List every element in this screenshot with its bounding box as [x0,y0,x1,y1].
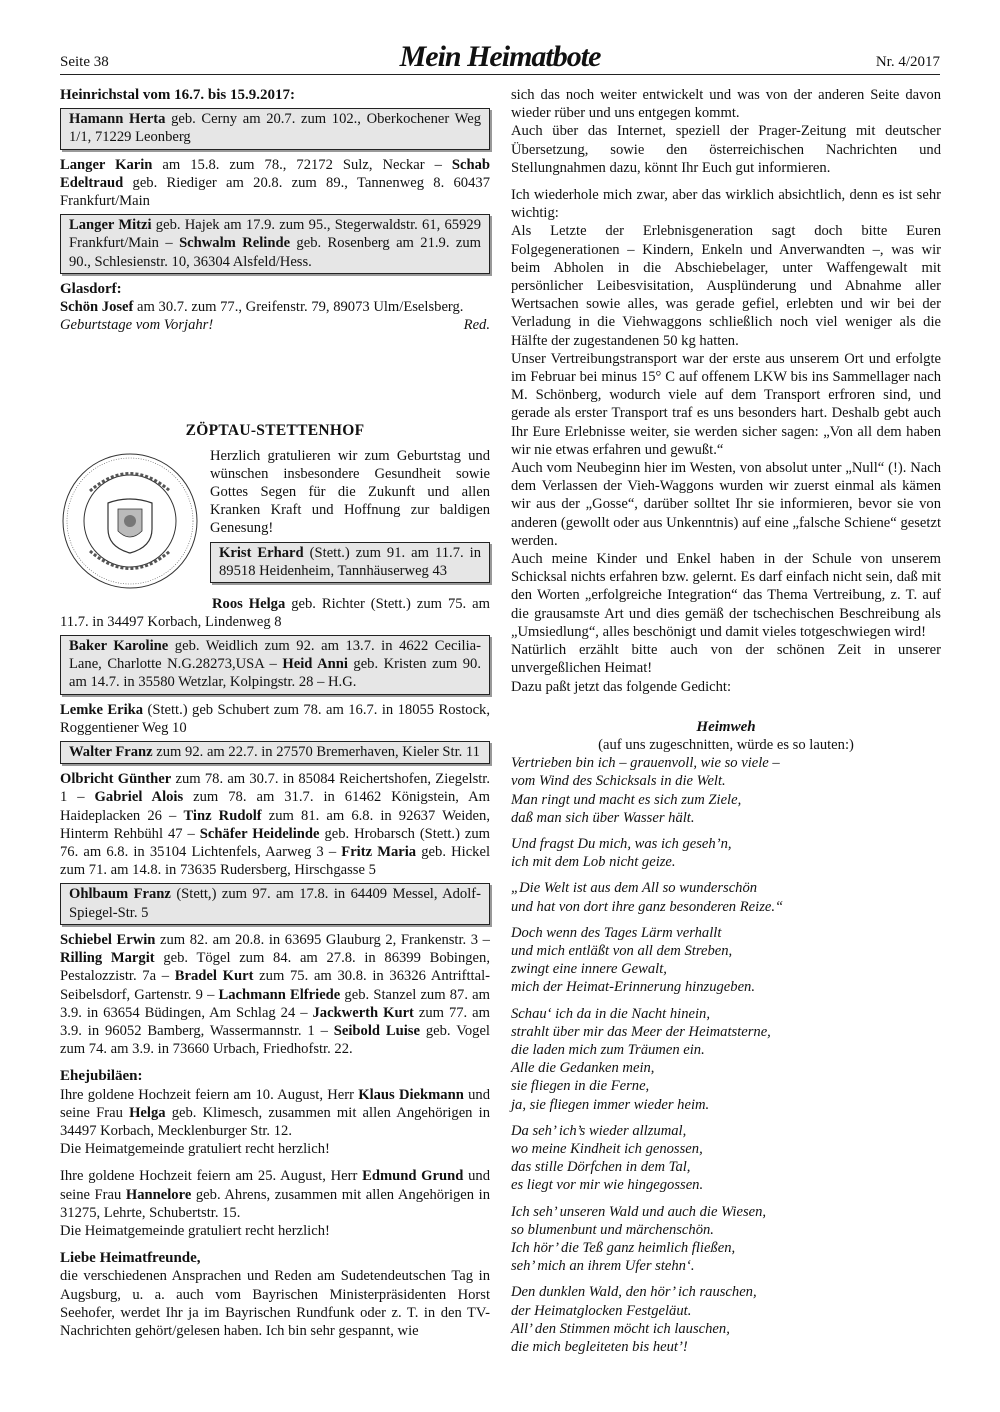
poem-title: Heimweh [696,718,756,735]
congrats-text: Die Heimatgemeinde gratuliert recht herzlich! [60,1141,330,1158]
anniversary-entry: Ihre goldene Hochzeit feiern am 10. August, Herr Klaus Diekmann und seine Frau Helga geb. Klimesch, zusammen mit allen Angehörigen in 34497 Korbach, Mecklenburger Str. 12. [60,1086,490,1139]
poem-line: die laden mich zum Träumen ein. [511,1041,705,1058]
article-paragraph: Als Letzte der Erlebnisgeneration sagt doch bitte Euren Folgegenerationen – Kindern, Enkeln und Anverwandten –, was wir beim Abholen in die Abschiebelager, unter Waffengewalt mit persönlicher Leibesvisitation, Ausplünderung und Abnahme aller Wertsachen sowie alles, was gerade gefiel, erlebten und wir bei der Verladung in die Viehwaggons schließlich noch viel weniger als die Hälfte der zugestandenen 50 kg hatten. [511,223,941,349]
poem-stanza [511,1005,941,1114]
birthday-box: Baker Karoline geb. Weidlich zum 92. am 13.7. in 4622 Cecilia-Lane, Charlotte N.G.28273,USA – Heid Anni geb. Kristen zum 90. am 14.7. in 35580 Wetzlar, Kolpingstr. 28 – H.G. [60,635,490,695]
poem-line: mich der Heimat-Erinnerung hinzugeben. [511,979,755,996]
editor-note: Geburtstage vom Vorjahr! Red. [60,317,490,334]
poem-stanza [511,1283,941,1356]
poem-line: die mich begleiteten bis heut’! [511,1339,688,1355]
poem-line: Den dunklen Wald, den hör’ ich rauschen, [511,1284,757,1301]
birthday-entry: Schön Josef am 30.7. zum 77., Greifenstr. 79, 89073 Ulm/Eselsberg. [60,299,464,316]
poem-line: das stille Dörfchen in dem Tal, [511,1159,691,1176]
municipal-seal-icon [60,451,200,591]
birthday-entry: Lemke Erika (Stett.) geb Schubert zum 78. am 16.7. in 18055 Rostock, Roggentiener Weg 10 [60,701,490,736]
article-paragraph: Natürlich erzählt bitte auch von der schönen Zeit in unserer unvergeßlichen Heimat! [511,642,941,677]
masthead: Mein Heimatbote [399,40,601,73]
birthday-box: Krist Erhard (Stett.) zum 91. am 11.7. in 89518 Heidenheim, Tannhäuserweg 43 [210,542,490,583]
poem-line: und mich entläßt von all dem Streben, [511,942,733,959]
article-paragraph: Auch vom Neubeginn hier im Westen, von absolut unter „Null“ (!). Nach dem Verlassen der Vieh-Waggons wurden wir zuerst einmal als kämen wir aus der „Gosse“, darüber solltet Ihr sie informieren, bevor sie von anderen (gewollt oder aus Unkenntnis) auf eine „falsche Schiene“ gesetzt werden. [511,460,941,549]
poem-line: Man ringt und macht es sich zum Ziele, [511,791,742,808]
anniversary-entry: Ihre goldene Hochzeit feiern am 25. August, Herr Edmund Grund und seine Frau Hannelore geb. Ahrens, zusammen mit allen Angehörigen in 31275, Lehrte, Schubertstr. 15. [60,1168,490,1221]
poem-line: es liegt vor mir wie hingegossen. [511,1177,704,1194]
poem-stanza [511,754,941,827]
poem-line: seh’ mich an ihrem Ufer stehn‘. [511,1258,695,1275]
poem-line: der Heimatglocken Festgeläut. [511,1302,692,1319]
poem-line: Schau‘ ich da in die Nacht hinein, [511,1005,711,1022]
poem-line: „Die Welt ist aus dem All so wunderschön [511,880,758,897]
section-title: ZÖPTAU-STETTENHOF [185,422,365,440]
issue-number: Nr. 4/2017 [875,54,940,70]
poem-line: ich mit dem Lob nicht geize. [511,854,676,871]
poem [511,754,941,1356]
poem-line: so blumenbunt und märchenschön. [511,1221,714,1238]
greeting-text: Herzlich gratulieren wir zum Geburtstag und wünschen insbesondere Gesundheit sowie Gottes Segen für die Zukunft und allen Kranken Kraft und Hoffnung zur baldigen Genesung! [210,447,490,537]
poem-stanza [511,1203,941,1276]
birthday-box: Ohlbaum Franz (Stett,) zum 97. am 17.8. in 64409 Messel, Adolf-Spiegel-Str. 5 [60,883,490,924]
birthday-box: Walter Franz zum 92. am 22.7. in 27570 Bremerhaven, Kieler Str. 11 [60,741,490,764]
congrats-text: Die Heimatgemeinde gratuliert recht herzlich! [60,1222,330,1239]
poem-line: All’ den Stimmen möcht ich lauschen, [511,1320,730,1337]
poem-line: Vertrieben bin ich – grauenvoll, wie so viele – [511,755,780,772]
article-paragraph: sich das noch weiter entwickelt und was von der anderen Seite davon wieder rüber und uns entgegen kommt. [511,87,941,122]
glasdorf-heading: Glasdorf: [60,280,122,297]
poem-line: vom Wind des Schicksals in die Welt. [511,773,726,790]
letter-text: die verschiedenen Ansprachen und Reden am Sudetendeutschen Tag in Augsburg, u. a. auch vom Bayrischen Ministerpräsidenten Horst Seehofer, werdet Ihr ja im Bayrischen Rundfunk oder z. T. in den TV-Nachrichten gehört/gelesen haben. Ich bin sehr gespannt, wie [60,1268,490,1339]
poem-line: Ich hör’ die Teß ganz heimlich fließen, [511,1239,736,1256]
poem-line: Ich seh’ unseren Wald und auch die Wiesen, [511,1203,767,1220]
poem-line: daß man sich über Wasser hält. [511,809,695,826]
article-paragraph: Auch über das Internet, speziell der Prager-Zeitung mit deutscher Übersetzung, sowie den österreichischen Nachrichten und Stellungnahmen dazu, könnt Ihr Euch gut informieren. [511,123,941,176]
poem-line: zwingt eine innere Gewalt, [511,961,667,978]
poem-line: ja, sie fliegen immer wieder heim. [511,1096,710,1113]
birthday-entry: Roos Helga geb. Richter (Stett.) zum 75. am 11.7. in 34497 Korbach, Lindenweg 8 [60,595,490,630]
poem-line: Da seh’ ich’s wieder allzumal, [511,1122,687,1139]
poem-line: Alle die Gedanken mein, [511,1060,655,1077]
article-paragraph: Dazu paßt jetzt das folgende Gedicht: [511,678,732,695]
poem-stanza [511,1122,941,1195]
article-paragraph: Auch meine Kinder und Enkel haben in der Schule von unserem Schicksal nichts erfahren bzw. gelernt. Es darf einfach nicht sein, daß mit den Worten „erfolgreiche Integration“ das Thema Vertreibung, z. T. auf die grausamste Art und dies gemäß der tschechischen Beschreibung als „Umsiedlung“, alles beschönigt und damit vieles totgeschwiegen wird! [511,551,941,640]
right-column [511,86,941,1356]
article-paragraph: Ich wiederhole mich zwar, aber das wirklich absichtlich, denn es ist sehr wichtig: [511,187,941,222]
heinrichstal-heading: Heinrichstal vom 16.7. bis 15.9.2017: [60,87,295,103]
poem-line: und hat von dort ihre ganz besonderen Reize.“ [511,898,784,915]
poem-line: strahlt über mir das Meer der Heimatsterne, [511,1023,771,1040]
article-paragraph: Unser Vertreibungstransport war der erste aus unserem Ort und erfolgte im Februar bei minus 15° C auf offenem LKW bis ins Sammellager nach M. Schönberg, wodurch viele auf dem Transport erfroren sind, und gerade als erster Transport traf es uns besonders hart. Deshalb gebt auch Ihr Eure Erlebnisse weiter, sie werden sicher sagen: „Von all dem haben wir nie etwas erfahren und gewußt.“ [511,350,941,458]
poem-line: wo meine Kindheit ich genossen, [511,1140,703,1157]
page-header [60,40,940,75]
left-column [60,86,490,1340]
poem-stanza [511,879,941,915]
poem-subtitle: (auf uns zugeschnitten, würde es so lauten:) [598,736,854,753]
birthday-entry: Schiebel Erwin zum 82. am 20.8. in 63695 Glauburg 2, Frankenstr. 3 – Rilling Margit geb. Tögel zum 84. am 27.8. in 86399 Bobingen, Pestalozzistr. 7a – Bradel Kurt zum 75. am 30.8. in 36326 Antrifttal-Seibelsdorf, Gartenstr. 9 – Lachmann Elfriede geb. Stanzel zum 87. am 3.9. in 63654 Büdingen, Am Schlag 24 – Jackwerth Kurt zum 77. am 3.9. in 96052 Bamberg, Wassermannstr. 1 – Seibold Luise geb. Vogel zum 74. am 3.9. in 73660 Urbach, Friedhofstr. 22. [60,931,490,1058]
anniversary-heading: Ehejubiläen: [60,1068,143,1085]
poem-line: Und fragst Du mich, was ich geseh’n, [511,835,732,852]
birthday-entry: Olbricht Günther zum 78. am 30.7. in 85084 Reichertshofen, Ziegelstr. 1 – Gabriel Alois zum 78. am 31.7. in 61462 Königstein, Am Haideplacken 26 – Tinz Rudolf zum 81. am 6.8. in 92637 Weiden, Hinterm Rehbühl 47 – Schäfer Heidelinde geb. Hrobarsch (Stett.) zum 76. am 6.8. in 35104 Lichtenfels, Aarweg 3 – Fritz Maria geb. Hickel zum 71. am 14.8. in 73635 Rudersberg, Hirschgasse 5 [60,771,491,879]
letter-heading: Liebe Heimatfreunde, [60,1250,201,1267]
birthday-box: Hamann Herta geb. Cerny am 20.7. zum 102., Oberkochener Weg 1/1, 71229 Leonberg [60,108,490,149]
poem-stanza [511,924,941,997]
birthday-box: Langer Mitzi geb. Hajek am 17.9. zum 95., Stegerwaldstr. 61, 65929 Frankfurt/Main – Schwalm Relinde geb. Rosenberg am 21.9. zum 90., Schlesienstr. 10, 36304 Alsfeld/Hess. [60,214,490,274]
poem-line: Doch wenn des Tages Lärm verhallt [511,924,722,941]
poem-line: sie fliegen in die Ferne, [511,1078,650,1095]
birthday-entry: Langer Karin am 15.8. zum 78., 72172 Sulz, Neckar – Schab Edeltraud geb. Riediger am 20.8. zum 89., Tannenweg 8. 60437 Frankfurt/Main [60,156,490,210]
poem-stanza [511,835,941,871]
page-number: Seite 38 [60,54,109,70]
